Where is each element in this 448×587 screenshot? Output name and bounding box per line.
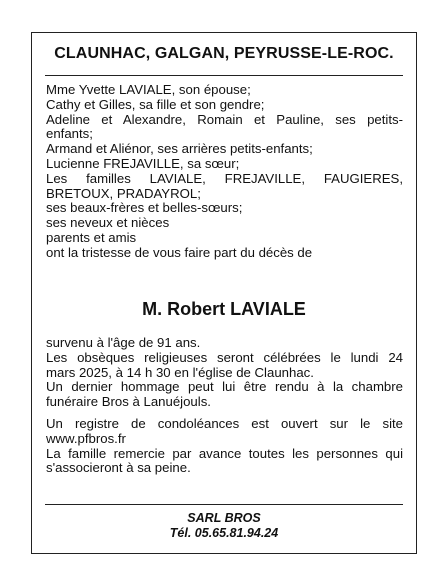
notice-header: CLAUNHAC, GALGAN, PEYRUSSE-LE-ROC.: [54, 45, 394, 62]
family-line: Mme Yvette LAVIALE, son épouse;: [46, 82, 251, 97]
funeral-details: [46, 336, 403, 410]
family-line: Lucienne FREJAVILLE, sa sœur;: [46, 155, 240, 171]
registry-line: s'associeront à sa peine.: [46, 460, 191, 476]
family-line: Les familles LAVIALE, FREJAVILLE, FAUGIERES,: [46, 170, 403, 186]
family-line: Adeline et Alexandre, Romain et Pauline, ses petits-: [46, 111, 403, 127]
registry-line: Un registre de condoléances est ouvert sur le site: [46, 416, 403, 431]
family-line: BRETOUX, PRADAYROL;: [46, 185, 201, 201]
family-line: Armand et Aliénor, ses arrières petits-enfants;: [46, 141, 313, 157]
family-line: parents et amis: [46, 229, 137, 245]
registry-info: [46, 417, 403, 476]
details-line: Les obsèques religieuses seront célébrées le lundi 24: [46, 349, 403, 365]
registry-line: La famille remercie par avance toutes les personnes qui: [46, 445, 403, 461]
details-line: Un dernier hommage peut lui être rendu à la chambre: [46, 379, 403, 395]
family-line: ont la tristesse de vous faire part du décès de: [46, 244, 313, 260]
header-divider: [45, 75, 403, 76]
family-list: [46, 83, 403, 261]
deceased-name: M. Robert LAVIALE: [142, 299, 306, 319]
family-line: enfants;: [46, 126, 93, 142]
family-line: ses neveux et nièces: [46, 215, 170, 231]
funeral-home-name: SARL BROS: [187, 511, 261, 525]
details-line: funéraire Bros à Lanuéjouls.: [46, 394, 211, 410]
details-line: survenu à l'âge de 91 ans.: [46, 335, 201, 350]
family-line: Cathy et Gilles, sa fille et son gendre;: [46, 96, 265, 112]
registry-website: www.pfbros.fr: [46, 430, 126, 446]
obituary-notice: [31, 32, 417, 554]
funeral-home-phone: Tél. 05.65.81.94.24: [169, 526, 279, 540]
family-line: ses beaux-frères et belles-sœurs;: [46, 200, 243, 216]
details-line: mars 2025, à 14 h 30 en l'église de Claunhac.: [46, 364, 314, 380]
funeral-home-contact: [32, 511, 416, 541]
footer-divider: [45, 504, 403, 505]
